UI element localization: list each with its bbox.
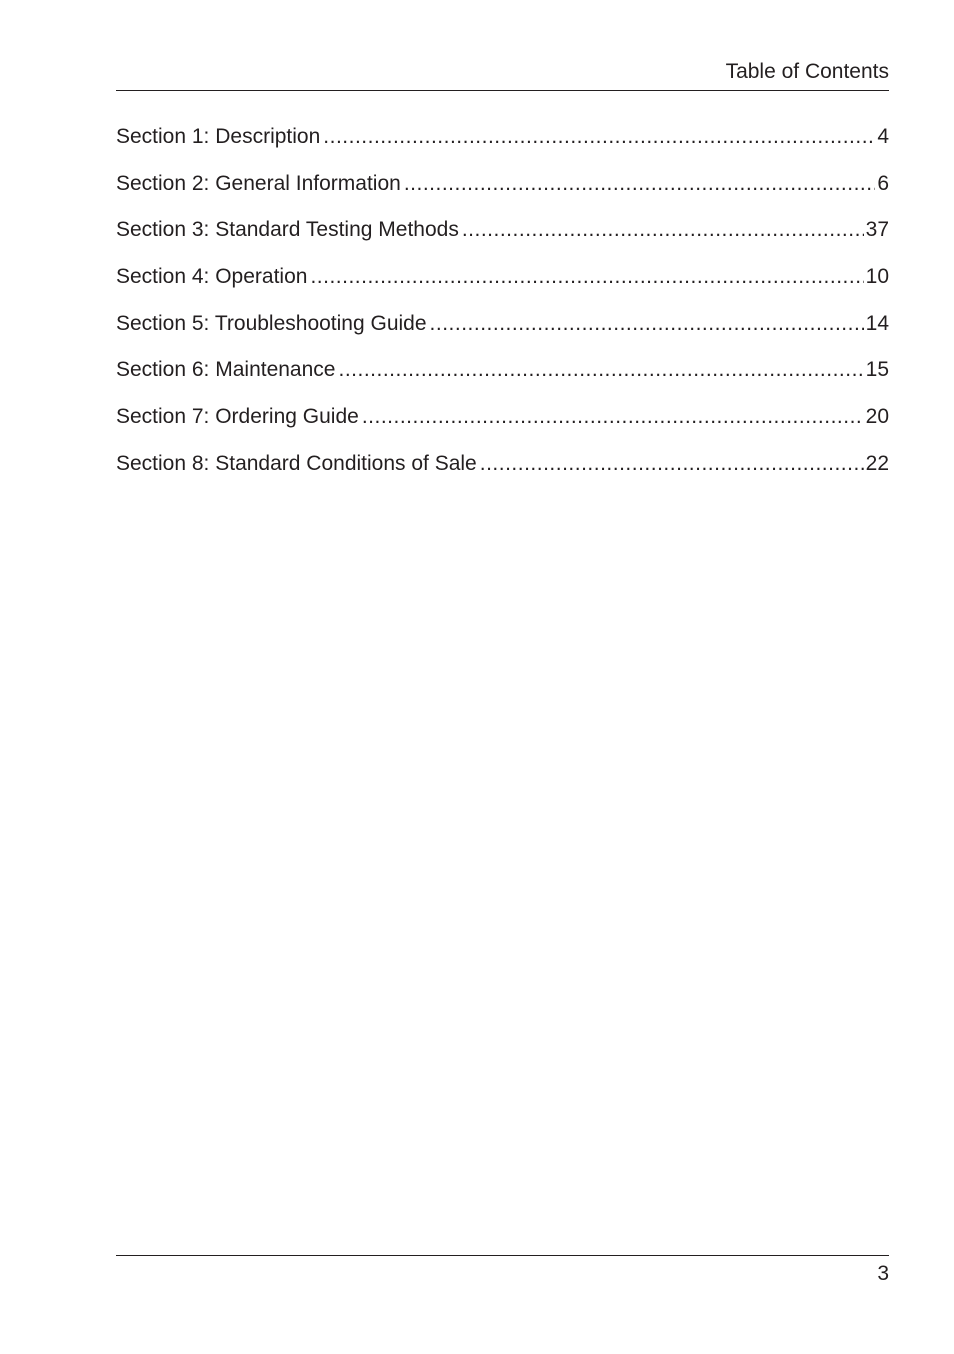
toc-dot-leader xyxy=(323,120,875,154)
page-number: 3 xyxy=(877,1262,889,1285)
toc-dot-leader xyxy=(462,213,864,247)
toc-entry-section-8[interactable] xyxy=(116,447,889,494)
toc-entry-page: 15 xyxy=(865,358,889,382)
toc-dot-leader xyxy=(338,353,863,387)
toc-entry-page: 10 xyxy=(865,265,889,289)
header-divider xyxy=(116,90,889,91)
toc-entry-page: 6 xyxy=(877,171,889,195)
toc-entry-title: Section 2: General Information xyxy=(116,171,401,195)
toc-entry-title: Section 7: Ordering Guide xyxy=(116,405,359,429)
toc-entry-page: 14 xyxy=(865,311,889,335)
toc-entry-section-6[interactable] xyxy=(116,353,889,400)
toc-entry-section-2[interactable] xyxy=(116,167,889,214)
toc-entry-section-7[interactable] xyxy=(116,400,889,447)
toc-entry-title: Section 6: Maintenance xyxy=(116,358,336,382)
toc-dot-leader xyxy=(404,167,875,201)
toc-entry-title: Section 8: Standard Conditions of Sale xyxy=(116,451,477,475)
page-header-title: Table of Contents xyxy=(725,60,889,83)
table-of-contents xyxy=(116,120,889,494)
toc-dot-leader xyxy=(310,260,863,294)
toc-entry-title: Section 4: Operation xyxy=(116,265,308,289)
toc-entry-page: 4 xyxy=(877,125,889,148)
toc-entry-section-1[interactable] xyxy=(116,120,889,167)
toc-entry-page: 20 xyxy=(865,405,889,429)
toc-dot-leader xyxy=(430,307,864,341)
toc-entry-title: Section 1: Description xyxy=(116,125,321,148)
toc-entry-page: 37 xyxy=(865,218,889,242)
toc-entry-page: 22 xyxy=(865,451,889,475)
toc-dot-leader xyxy=(362,400,864,434)
toc-entry-title: Section 5: Troubleshooting Guide xyxy=(116,311,427,335)
toc-entry-section-5[interactable] xyxy=(116,307,889,354)
toc-entry-title: Section 3: Standard Testing Methods xyxy=(116,218,459,242)
toc-dot-leader xyxy=(480,447,864,481)
footer-divider xyxy=(116,1255,889,1256)
toc-entry-section-3[interactable] xyxy=(116,213,889,260)
toc-entry-section-4[interactable] xyxy=(116,260,889,307)
